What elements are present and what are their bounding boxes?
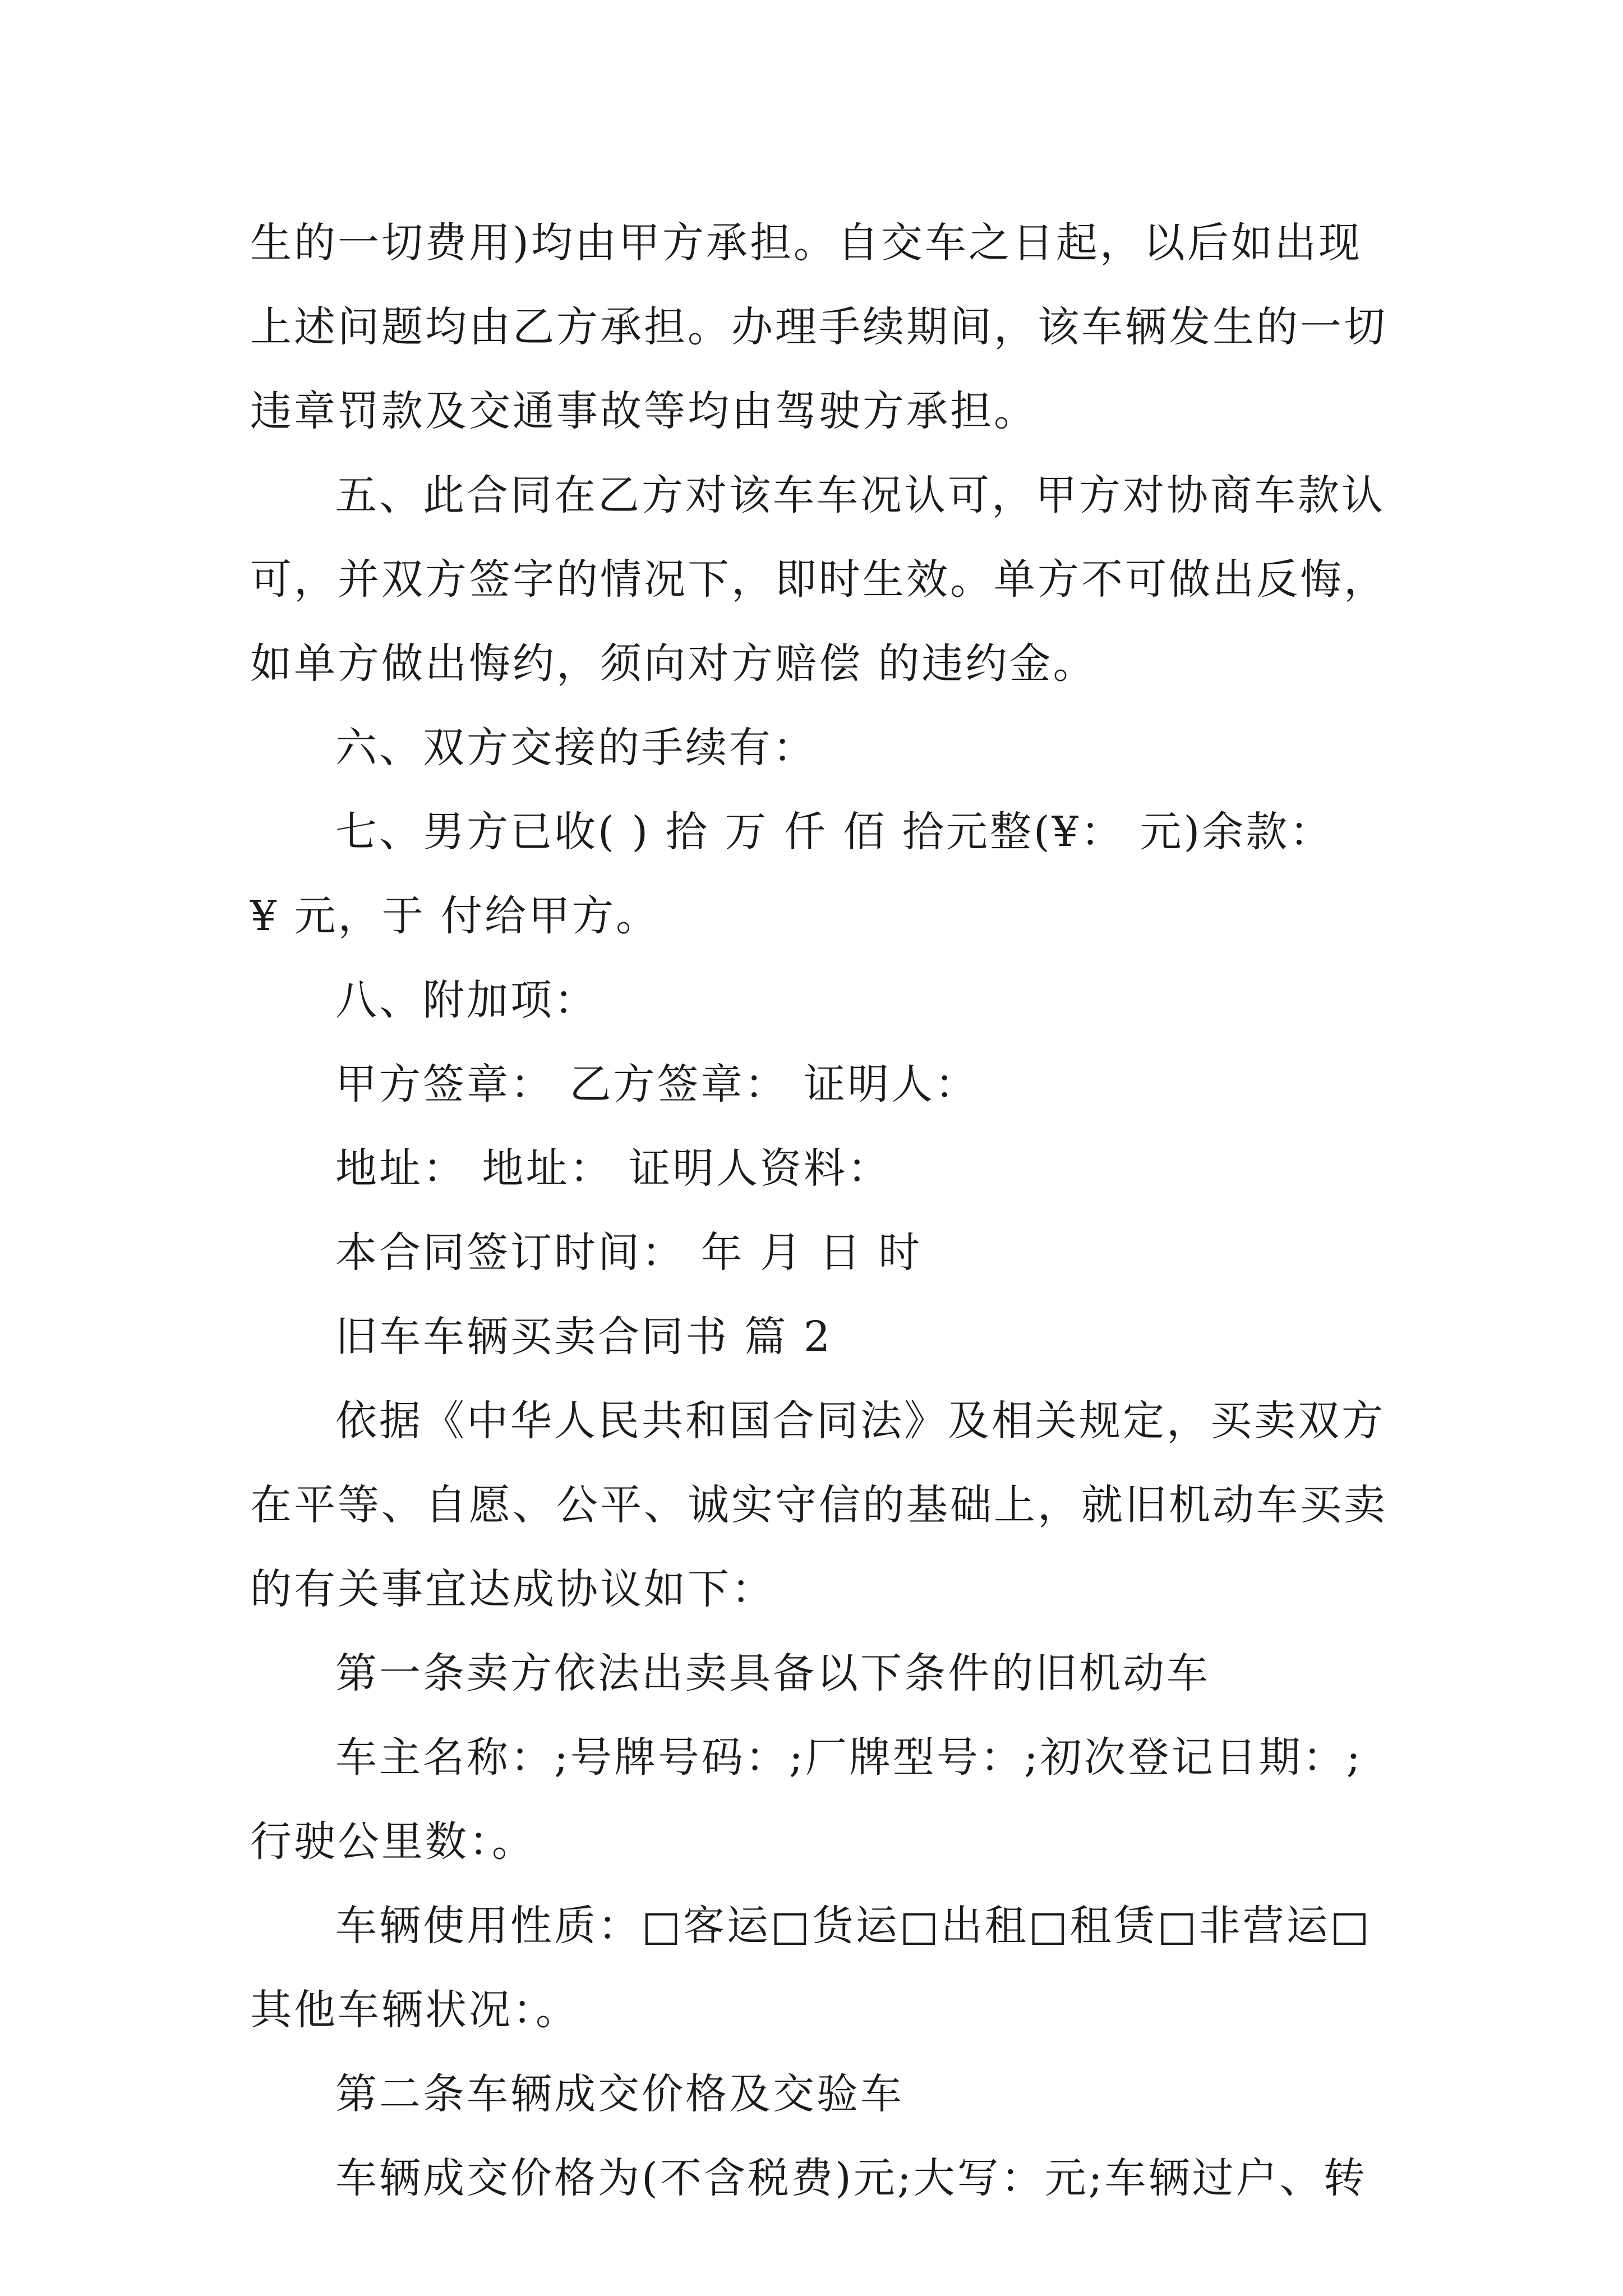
text-line: 依据《中华人民共和国合同法》及相关规定，买卖双方 — [335, 1397, 1385, 1445]
text-line: 在平等、自愿、公平、诚实守信的基础上，就旧机动车买卖 — [250, 1481, 1387, 1529]
text-line: 其他车辆状况：。 — [250, 1986, 579, 2034]
text-line: 上述问题均由乙方承担。办理手续期间，该车辆发生的一切 — [250, 303, 1387, 351]
text-line: 车主名称：;号牌号码：;厂牌型号：;初次登记日期：; — [335, 1733, 1363, 1782]
text-line: 车辆成交价格为(不含税费)元;大写：元;车辆过户、转 — [335, 2154, 1367, 2202]
text-line: 行驶公里数：。 — [250, 1818, 536, 1866]
section-heading: 旧车车辆买卖合同书 篇 2 — [335, 1313, 833, 1361]
text-line: 的有关事宜达成协议如下： — [250, 1565, 775, 1613]
document-body — [250, 201, 1389, 2220]
text-line: 车辆使用性质：□客运□货运□出租□租赁□非营运□ — [335, 1902, 1372, 1950]
text-line: 八、附加项： — [335, 976, 598, 1024]
text-line: 五、此合同在乙方对该车车况认可，甲方对协商车款认 — [335, 471, 1385, 519]
text-line: 第一条卖方依法出卖具备以下条件的旧机动车 — [335, 1649, 1210, 1697]
text-line: 如单方做出悔约，须向对方赔偿 的违约金。 — [250, 639, 1097, 688]
text-line: 违章罚款及交通事故等均由驾驶方承担。 — [250, 387, 1038, 435]
text-line: 生的一切费用)均由甲方承担。自交车之日起，以后如出现 — [250, 219, 1362, 267]
text-line: 甲方签章： 乙方签章： 证明人： — [335, 1060, 979, 1108]
text-line: ¥ 元，于 付给甲方。 — [250, 892, 660, 940]
text-line: 第二条车辆成交价格及交验车 — [335, 2070, 904, 2118]
text-line: 七、男方已收( ) 拾 万 仟 佰 拾元整(¥： 元)余款： — [335, 808, 1334, 856]
text-line: 可，并双方签字的情况下，即时生效。单方不可做出反悔， — [250, 555, 1387, 604]
text-line: 本合同签订时间： 年 月 日 时 — [335, 1228, 923, 1277]
text-line: 六、双方交接的手续有： — [335, 724, 817, 772]
text-line: 地址： 地址： 证明人资料： — [335, 1144, 892, 1193]
